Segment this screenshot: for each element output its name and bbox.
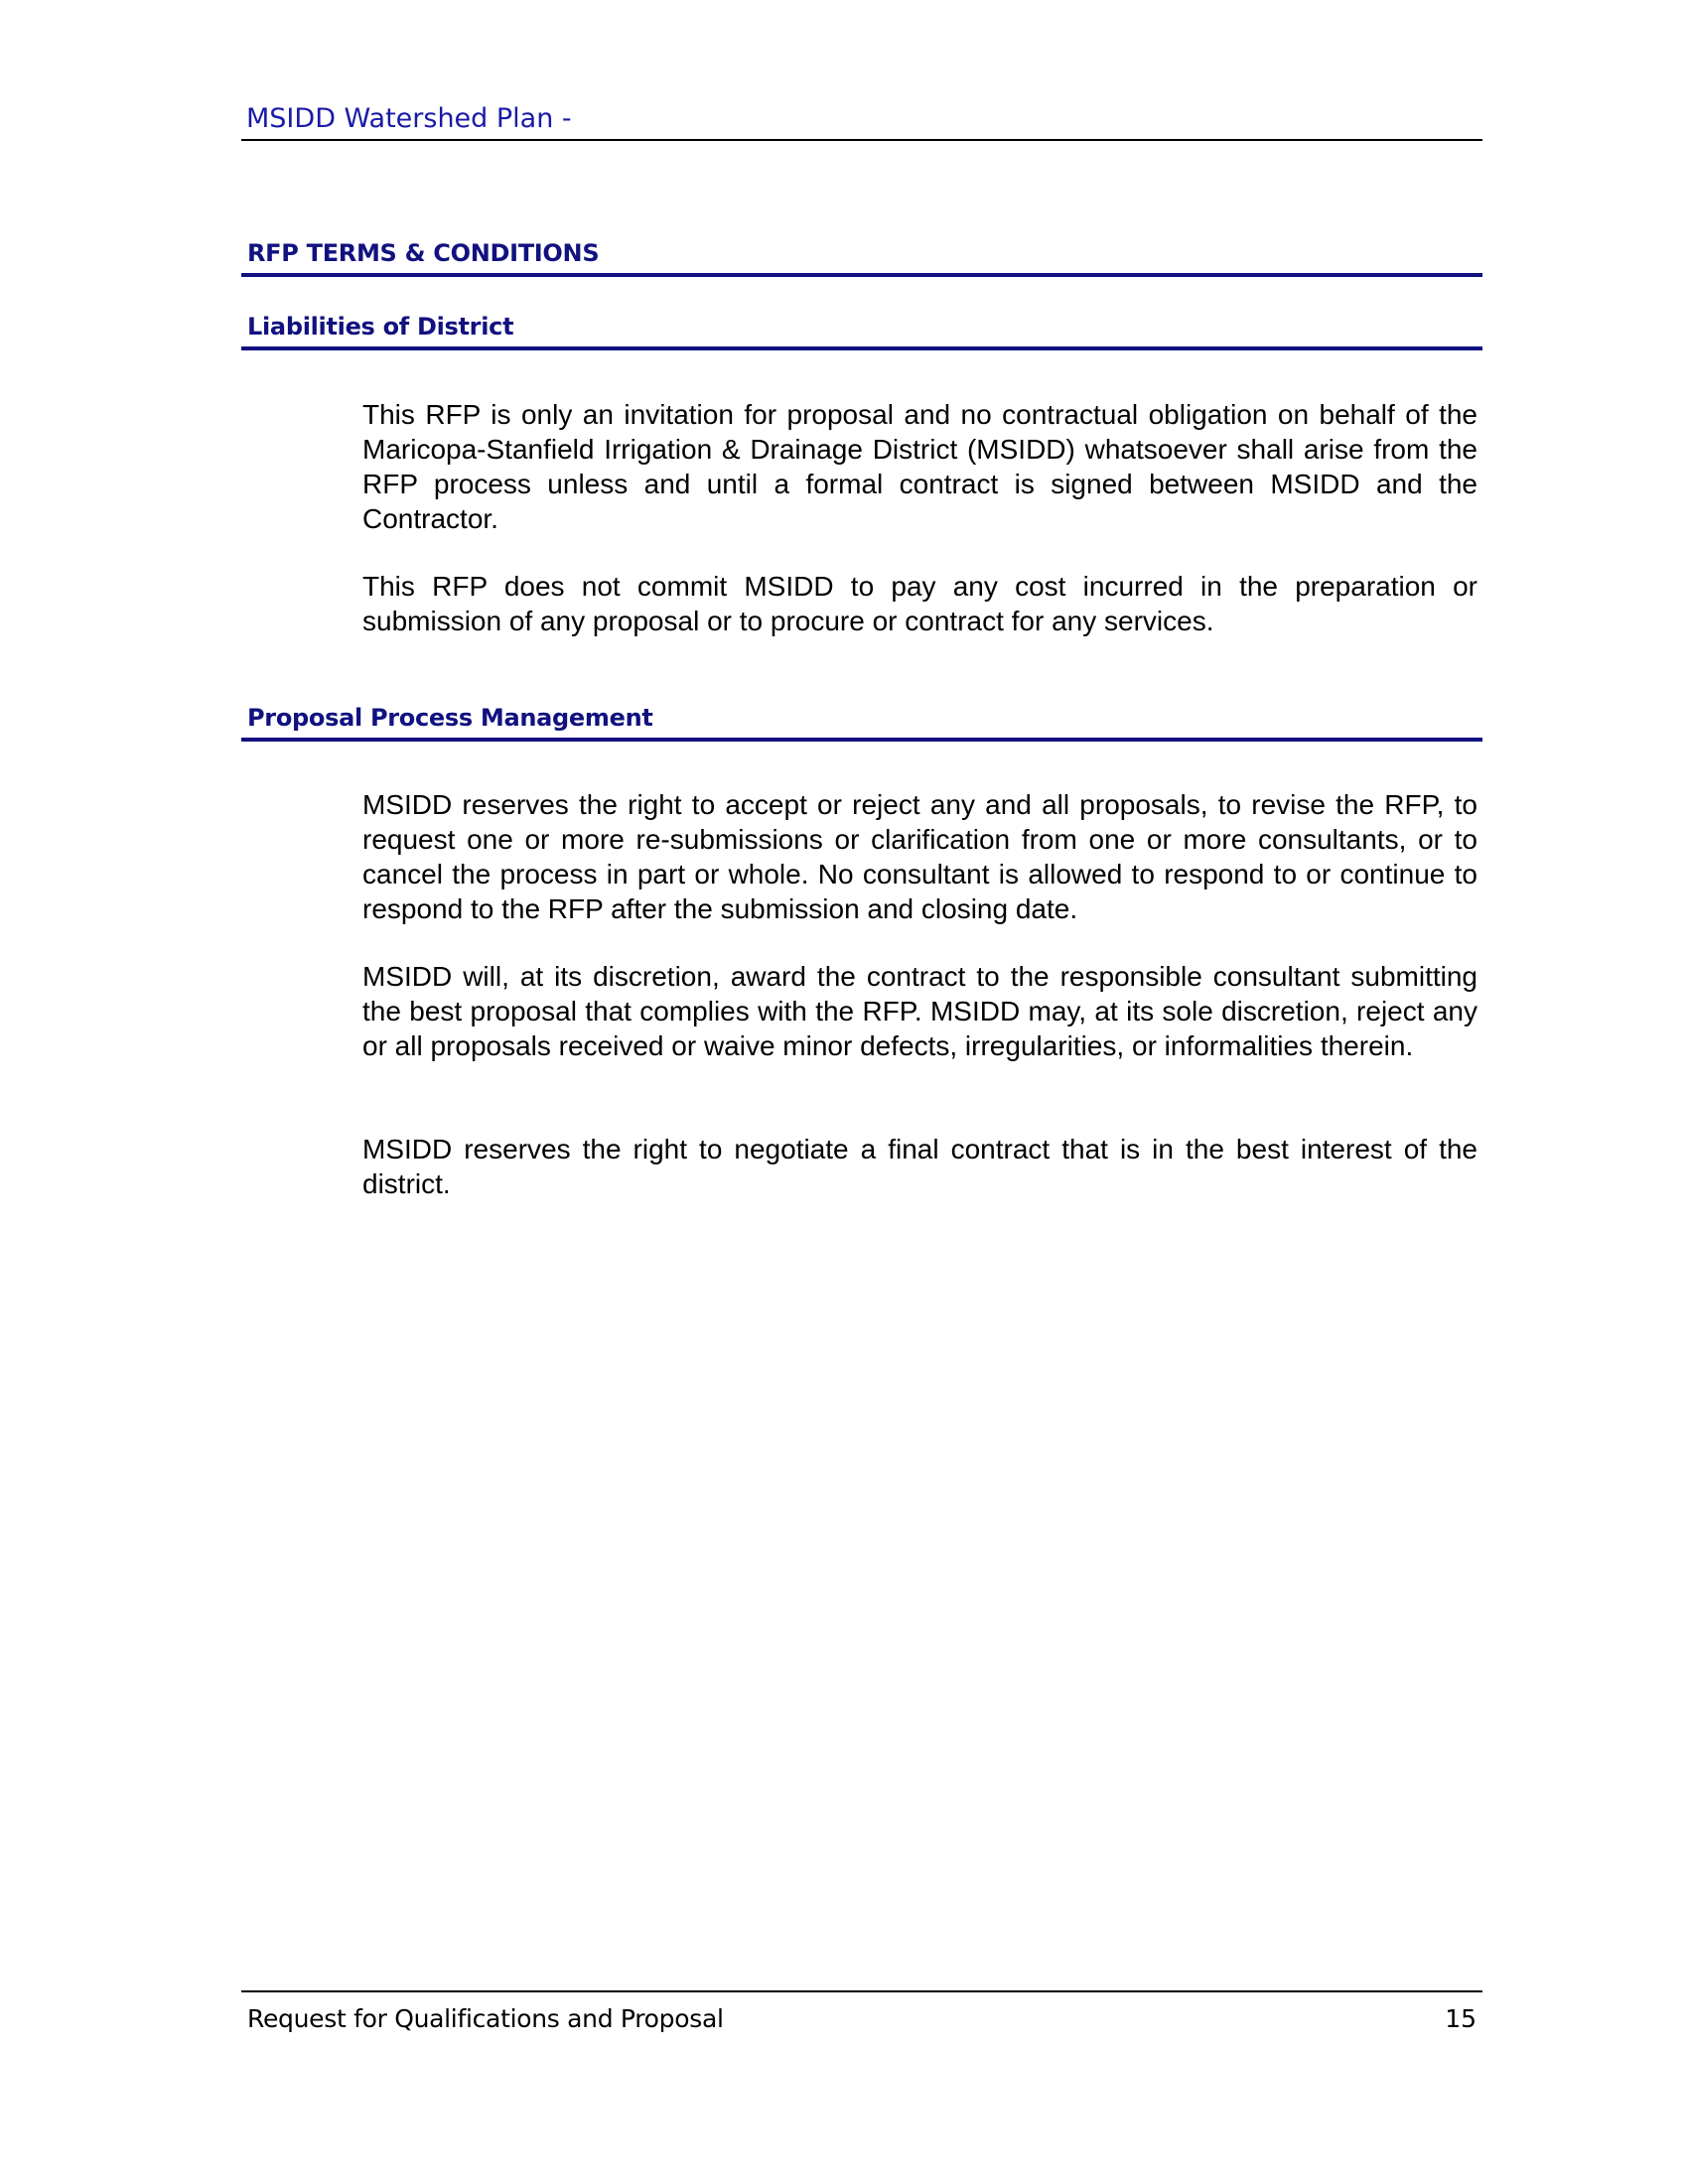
process-paragraph-3: MSIDD reserves the right to negotiate a final contract that is in the best interest of the district.	[362, 1134, 1477, 1199]
liabilities-paragraph-2: This RFP does not commit MSIDD to pay any cost incurred in the preparation or submission of any proposal or to procure or contract for any services.	[362, 571, 1477, 636]
section-heading-liabilities	[241, 307, 1482, 350]
footer-document-type: Request for Qualifications and Proposal	[247, 2004, 724, 2033]
section-heading-terms	[241, 233, 1482, 277]
document-title: MSIDD Watershed Plan -	[246, 103, 572, 134]
section-heading-terms-label: RFP TERMS & CONDITIONS	[247, 239, 600, 267]
process-paragraph-2: MSIDD will, at its discretion, award the contract to the responsible consultant submitting the best proposal that complies with the RFP. MSIDD may, at its sole discretion, reject any or all proposals received or waive minor defects, irregularities, or informalities therein.	[362, 961, 1477, 1061]
liabilities-paragraph-1: This RFP is only an invitation for proposal and no contractual obligation on behalf of the Maricopa-Stanfield Irrigation & Drainage District (MSIDD) whatsoever shall arise from the RFP process unless and until a formal contract is signed between MSIDD and the Contractor.	[362, 399, 1477, 534]
process-paragraph-1: MSIDD reserves the right to accept or reject any and all proposals, to revise the RFP, to request one or more re-submissions or clarification from one or more consultants, or to cancel the process in part or whole. No consultant is allowed to respond to or continue to respond to the RFP after the submission and closing date.	[362, 789, 1477, 924]
section-heading-process	[241, 698, 1482, 742]
page-header	[241, 99, 1482, 141]
section-heading-process-label: Proposal Process Management	[247, 704, 653, 732]
page-number: 15	[1445, 2004, 1477, 2033]
section-heading-liabilities-label: Liabilities of District	[247, 313, 514, 341]
page-footer	[241, 1990, 1482, 2040]
